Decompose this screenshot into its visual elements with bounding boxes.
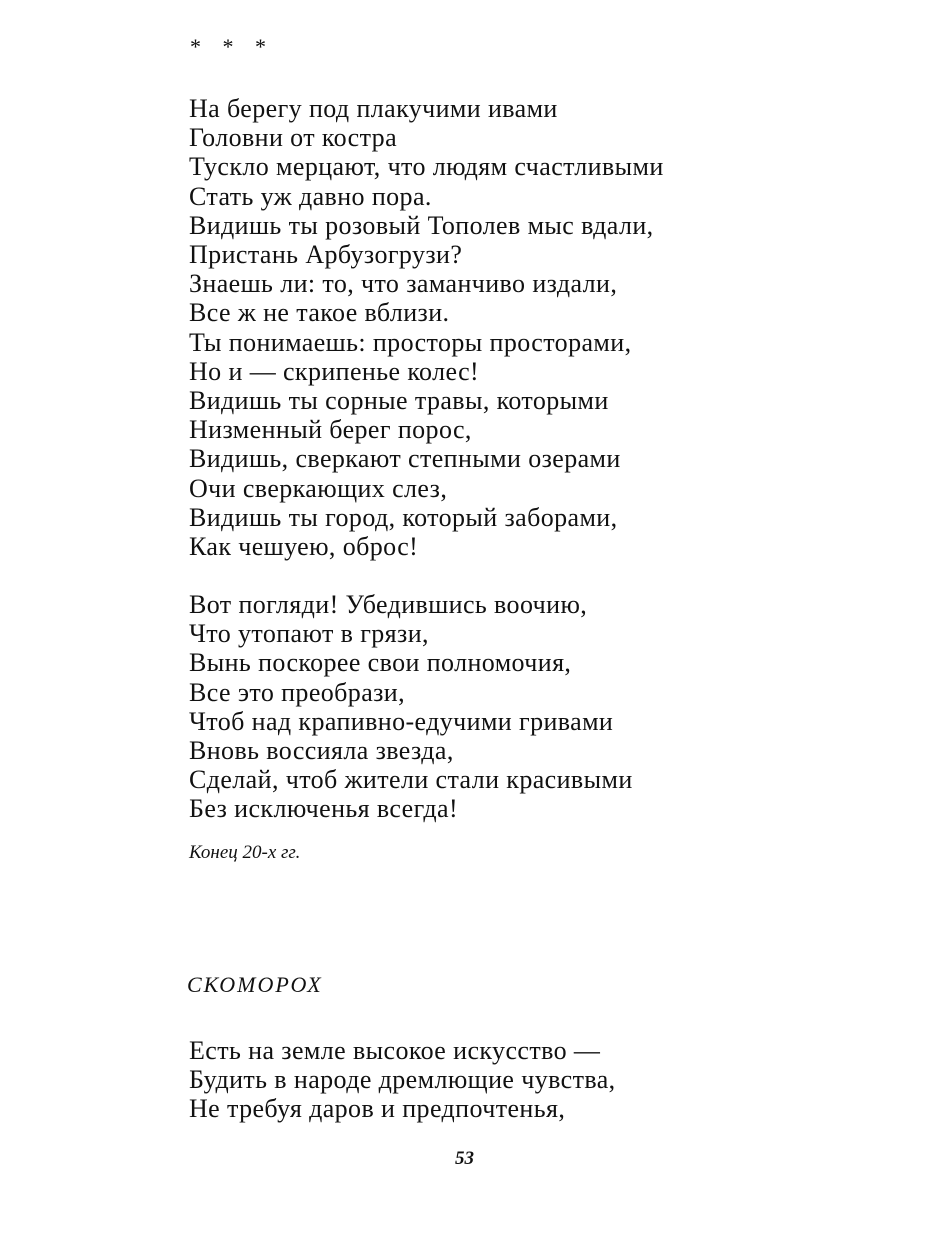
poem-line: Как чешуею, оброс! — [189, 532, 419, 562]
poem-line: Очи сверкающих слез, — [189, 473, 448, 503]
poem-line: На берегу под плакучими ивами — [189, 94, 558, 123]
poem-line: Видишь, сверкают степными озерами — [189, 444, 621, 474]
poem-line: Что утопают в грязи, — [189, 619, 429, 649]
poem-line: Чтоб над крапивно-едучими гривами — [189, 706, 614, 736]
poem-line: Видишь ты розовый Тополев мыс вдали, — [189, 210, 654, 240]
poem-line: Есть на земле высокое искусство — — [189, 1036, 601, 1065]
poem-line: Будить в народе дремлющие чувства, — [189, 1065, 616, 1095]
poem-stanza-2 — [189, 590, 633, 824]
poem-line: Ты понимаешь: просторы просторами, — [189, 327, 632, 357]
poem-title: СКОМОРОХ — [187, 972, 323, 997]
poem-line: Знаешь ли: то, что заманчиво издали, — [189, 269, 618, 299]
poem-line: Все это преобрази, — [189, 677, 406, 707]
poem-line: Низменный берег порос, — [189, 415, 472, 445]
poem-stanza-1 — [189, 94, 664, 561]
poem-line: Видишь ты город, который заборами, — [189, 502, 618, 532]
poem-date: Конец 20-х гг. — [189, 842, 301, 863]
poem-line: Тускло мерцают, что людям счастливыми — [189, 152, 664, 182]
poem-line: Видишь ты сорные травы, которыми — [189, 386, 609, 416]
poem-line: Вот погляди! Убедившись воочию, — [189, 590, 588, 619]
page-number: 53 — [455, 1148, 474, 1169]
poem-line: Стать уж давно пора. — [189, 181, 432, 211]
poem-line: Головни от костра — [189, 123, 398, 153]
poem-line: Все ж не такое вблизи. — [189, 298, 450, 328]
poem-line: Сделай, чтоб жители стали красивыми — [189, 765, 633, 795]
section-separator: * * * — [190, 34, 274, 59]
poem-line: Но и — скрипенье колес! — [189, 356, 480, 386]
poem-line: Вновь воссияла звезда, — [189, 736, 454, 766]
poem-stanza-3 — [189, 1036, 616, 1124]
poem-line: Пристань Арбузогрузи? — [189, 240, 463, 270]
poem-line: Без исключенья всегда! — [189, 794, 459, 824]
poem-line: Не требуя даров и предпочтенья, — [189, 1094, 566, 1124]
poem-line: Вынь поскорее свои полномочия, — [189, 648, 572, 678]
